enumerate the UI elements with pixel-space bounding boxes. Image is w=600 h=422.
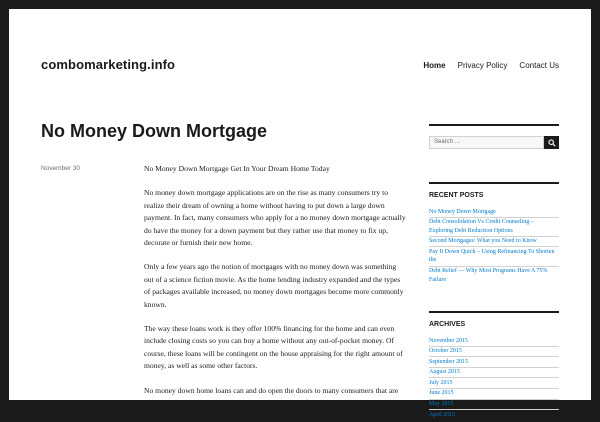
archives-list <box>429 336 559 420</box>
post-content <box>144 163 406 422</box>
post-paragraph: No money down home loans can and do open the doors to many consumers that are looking to buy a home and have been unable to save for a down <box>144 385 399 408</box>
nav-home[interactable]: Home <box>423 61 446 70</box>
widget-divider <box>429 311 559 313</box>
site-title[interactable]: combomarketing.info <box>41 57 176 72</box>
recent-posts-list <box>429 207 559 285</box>
archive-link[interactable]: July 2015 <box>429 377 559 388</box>
post-title: No Money Down Mortgage <box>41 121 267 141</box>
post-paragraph: Only a few years ago the notion of mortgages with no money down was something out of a science fiction movie. As the home lending industry expanded and the types of packages available increased, no money down mortgages become more commonly known. <box>144 262 404 309</box>
widget-divider <box>429 124 559 126</box>
recent-post-link[interactable]: Debt Relief — Why Most Programs Have A 75% Failure <box>429 266 559 285</box>
widget-divider <box>429 182 559 184</box>
post-paragraph: The way these loans work is they offer 100% financing for the home and can even include closing costs so you can buy a home without any out-of-pocket money. Of course, these loans will be contingent on the house appraising for the right amount of money, as well as some other factors. <box>144 324 403 371</box>
archive-link[interactable]: June 2015 <box>429 388 559 399</box>
search-button[interactable] <box>544 136 559 149</box>
recent-post-link[interactable]: Debt Consolidation Vs Credit Counseling – Exploring Debt Reduction Options <box>429 217 559 236</box>
post-paragraph: No Money Down Mortgage Get In Your Dream Home Today <box>144 164 330 173</box>
search-form <box>429 136 559 149</box>
search-widget <box>429 124 559 149</box>
archive-link[interactable]: April 2015 <box>429 409 559 420</box>
search-input[interactable]: Search … <box>429 136 544 149</box>
archive-link[interactable]: May 2015 <box>429 399 559 410</box>
nav-privacy-policy[interactable]: Privacy Policy <box>457 61 508 70</box>
archives-title: ARCHIVES <box>429 321 466 328</box>
recent-posts-widget <box>429 182 559 285</box>
archive-link[interactable]: November 2015 <box>429 337 468 344</box>
post-date[interactable]: November 30 <box>41 165 81 172</box>
search-icon <box>548 139 556 147</box>
recent-post-link[interactable]: Second Mortgages: What you Need to Know <box>429 236 559 247</box>
archive-link[interactable]: August 2015 <box>429 367 559 378</box>
recent-post-link[interactable]: No Money Down Mortgage <box>429 208 496 215</box>
archive-link[interactable]: October 2015 <box>429 346 559 357</box>
recent-posts-title: RECENT POSTS <box>429 192 484 199</box>
main-nav <box>423 61 559 70</box>
post-paragraph: No money down mortgage applications are on the rise as many consumers try to realize their dream of owning a home without having to put down a large down payment. In fact, many consumers who apply for a no money down mortgage actually do have the money for a down payment but they rather use that money to fix up, decorate or furnish their new home. <box>144 188 406 248</box>
page <box>9 9 591 418</box>
archive-link[interactable]: September 2015 <box>429 356 559 367</box>
archives-widget <box>429 311 559 420</box>
recent-post-link[interactable]: Pay It Down Quick – Using Refinancing To Shorten the <box>429 246 559 265</box>
nav-contact-us[interactable]: Contact Us <box>519 61 559 70</box>
